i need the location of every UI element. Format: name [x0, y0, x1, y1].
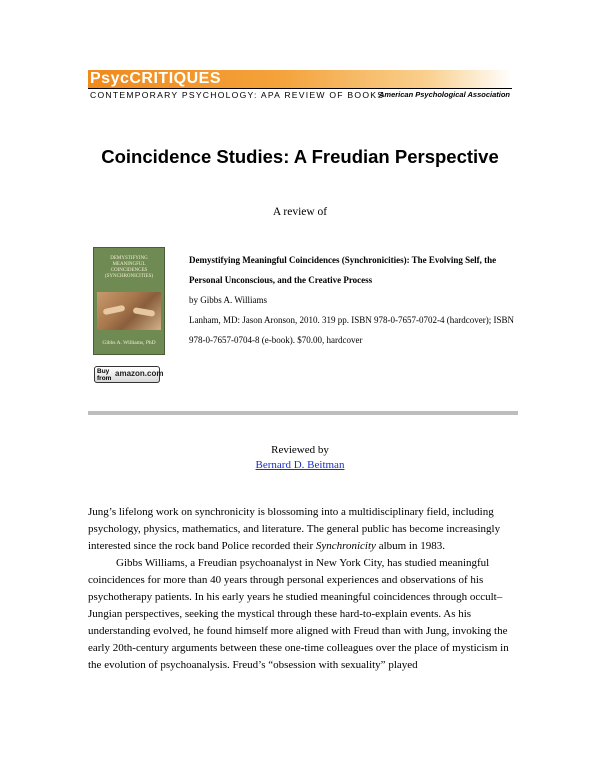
book-title: Demystifying Meaningful Coincidences (Synchronicities): The Evolving Self, the Personal Unconscious, and the Creative Process: [189, 255, 497, 285]
cover-title: DEMYSTIFYING MEANINGFUL COINCIDENCES (SYNCHRONICITIES): [104, 256, 154, 279]
header-rule: [88, 88, 512, 89]
reviewed-by-label: Reviewed by: [271, 444, 329, 456]
cover-artwork: [97, 292, 161, 330]
reviewer-link[interactable]: Bernard D. Beitman: [255, 459, 345, 471]
journal-header: [88, 70, 512, 100]
paragraph-2: Gibbs Williams, a Freudian psychoanalyst in New York City, has studied meaningful coincidences for more than 40 years through personal experiences and observations of his psychotherapy patients. In his early years he studied meaningful coincidences through occult–Jungian perspectives, seeking the mystical through these hard-to-explain events. As his understanding evolved, he found himself more aligned with Freud than with Jung, invoking the early 20th-century arguments between these one-time colleagues over the place of mysticism in the evolution of psychoanalysis. Freud’s “obsession with sexuality” played: [88, 557, 509, 671]
section-divider: [88, 411, 518, 415]
review-of-label: A review of: [272, 206, 328, 218]
header-band: [88, 70, 512, 88]
header-subtitle: CONTEMPORARY PSYCHOLOGY: APA REVIEW OF BOOKS: [90, 90, 385, 100]
paragraph-1: Jung’s lifelong work on synchronicity is blossoming into a multidisciplinary field, including psychology, physics, mathematics, and literature. The general public has become increasingly interested since the rock band Police recorded their Synchronicity album in 1983.: [88, 506, 501, 552]
cover-author: Gibbs A. Williams, PhD: [102, 340, 156, 346]
psyccritiques-logo: PsycCRITIQUES: [90, 70, 221, 87]
buy-from-amazon-button[interactable]: [94, 366, 164, 383]
page-title: Coincidence Studies: A Freudian Perspective: [101, 146, 499, 167]
review-body: [88, 504, 524, 674]
book-publication: Lanham, MD: Jason Aronson, 2010. 319 pp. ISBN 978-0-7657-0702-4 (hardcover); ISBN 978-0-7657-0704-8 (e-book). $70.00, hardcover: [189, 315, 514, 345]
publisher-name: American Psychological Association: [378, 90, 510, 99]
reviewed-by-block: [0, 443, 600, 473]
amazon-logo: amazon.com: [115, 369, 164, 378]
amazon-buy-label: Buy from: [97, 368, 112, 382]
book-details: [189, 250, 519, 350]
book-author: by Gibbs A. Williams: [189, 295, 267, 305]
album-title: Synchronicity: [315, 540, 376, 552]
book-cover-image[interactable]: [94, 248, 164, 354]
